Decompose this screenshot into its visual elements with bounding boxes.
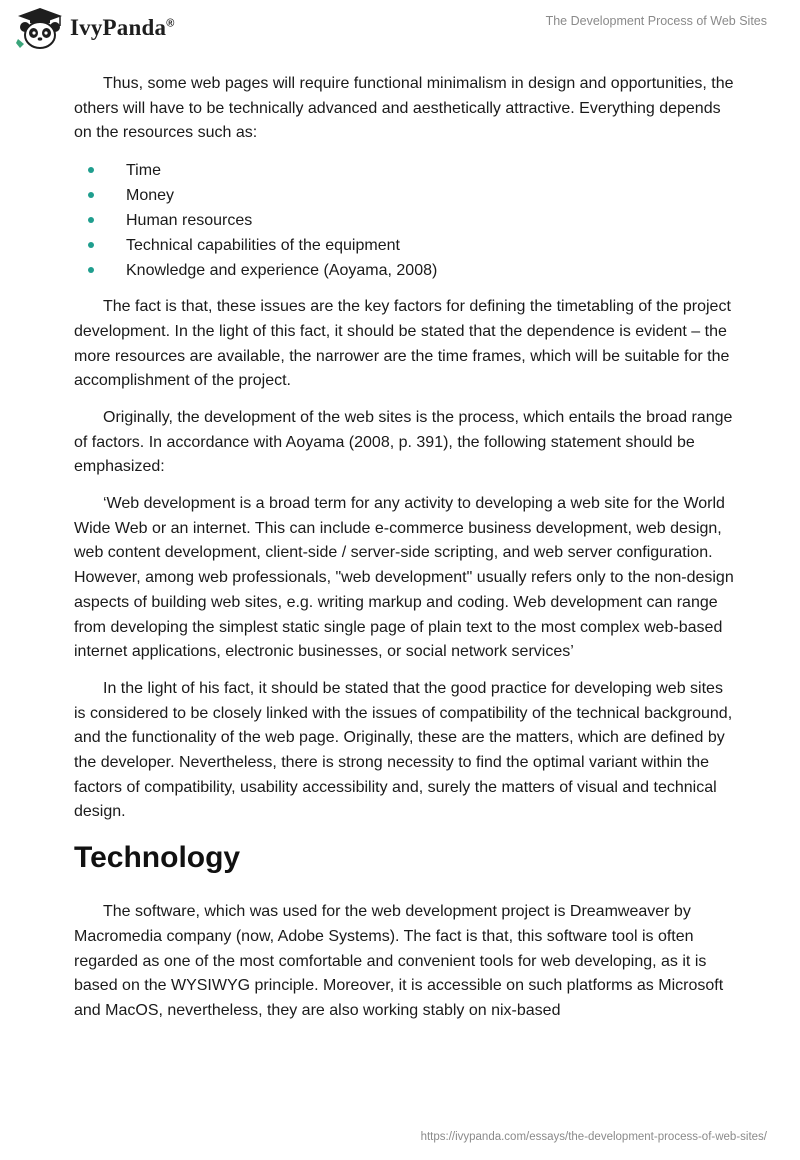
bullet-dot-icon (88, 192, 94, 198)
bullet-dot-icon (88, 242, 94, 248)
list-item: Money (74, 183, 734, 208)
paragraph-intro: Thus, some web pages will require functional minimalism in design and opportunities, the others will have to be technically advanced and aesthetically attractive. Everything depends on the resources such as: (74, 75, 734, 142)
source-url[interactable]: https://ivypanda.com/essays/the-development-process-of-web-sites/ (420, 1131, 767, 1143)
page-header (0, 0, 800, 70)
document-title: The Development Process of Web Sites (545, 14, 767, 28)
article-body (74, 72, 734, 1024)
list-item: Technical capabilities of the equipment (74, 233, 734, 258)
paragraph-good-practice: In the light of his fact, it should be stated that the good practice for developing web sites is considered to be closely linked with the issues of compatibility of the technical background, and the functionality of the web page. Originally, these are the matters, which are defined by the developer. Nevertheless, there is strong necessity to find the optimal variant within the factors of compatibility, usability accessibility and, surely the matters of visual and technical design. (74, 679, 733, 821)
resource-list (74, 158, 734, 283)
list-item: Knowledge and experience (Aoyama, 2008) (74, 258, 734, 283)
panda-graduate-icon (14, 6, 66, 50)
ivypanda-logo[interactable] (14, 6, 175, 50)
block-quote: ‘Web development is a broad term for any activity to developing a web site for the World Wide Web or an internet. This can include e-commerce business development, web design, web content development, client-side / server-side scripting, and web server configuration. However, among web professionals, "web development" usually refers only to the non-design aspects of building web sites, e.g. writing markup and coding. Web development can range from developing the simplest static single page of plain text to the most complex web-based internet applications, electronic businesses, or social network services’ (74, 495, 734, 661)
logo-text: IvyPanda® (70, 15, 175, 40)
list-item: Human resources (74, 208, 734, 233)
list-item: Time (74, 158, 734, 183)
bullet-dot-icon (88, 267, 94, 273)
bullet-dot-icon (88, 217, 94, 223)
section-heading-technology: Technology (74, 841, 241, 875)
paragraph-software: The software, which was used for the web development project is Dreamweaver by Macromedia company (now, Adobe Systems). The fact is that, this software tool is often regarded as one of the most comfortable and convenient tools for web developing, as it is based on the WYSIWYG principle. Moreover, it is accessible on such platforms as Microsoft and MacOS, nevertheless, they are also working stably on nix-based (74, 903, 724, 1019)
paragraph-range-of-factors: Originally, the development of the web sites is the process, which entails the broad range of factors. In accordance with Aoyama (2008, p. 391), the following statement should be emphasized: (74, 408, 733, 476)
paragraph-key-factors: The fact is that, these issues are the key factors for defining the timetabling of the project development. In the light of this fact, it should be stated that the dependence is evident – the more resources are available, the narrower are the time frames, which will be suitable for the accomplishment of the project. (74, 298, 731, 390)
bullet-dot-icon (88, 167, 94, 173)
